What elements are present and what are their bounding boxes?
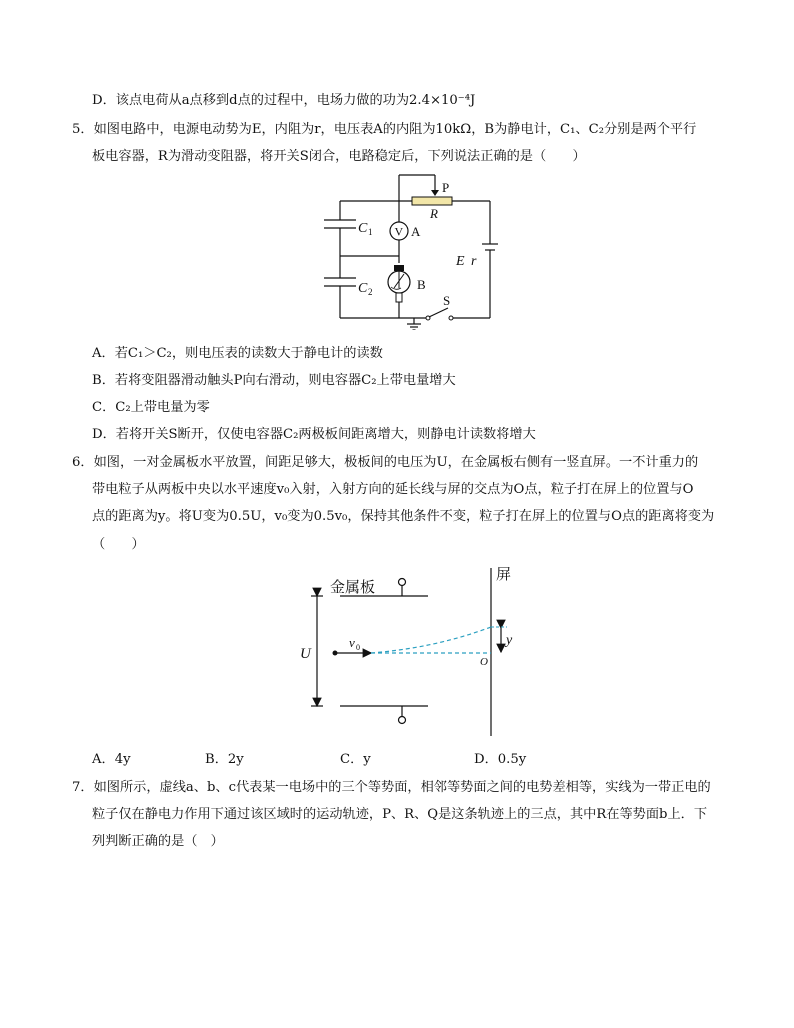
q6-stem-line4: （ ） [92,537,145,552]
label-C1: C [358,221,368,236]
label-V: V [394,224,404,239]
q6-stem-line3: 点的距离为y。将U变为0.5U，v₀变为0.5v₀，保持其他条件不变，粒子打在屏上的位置与O点的距离将变为 [92,509,715,524]
q6-option-d: D．0.5y [474,752,527,767]
q5-stem-line2: 板电容器，R为滑动变阻器，将开关S闭合，电路稳定后，下列说法正确的是（ ） [92,149,586,164]
q6-option-b: B．2y [205,752,244,767]
label-v0-sub: 0 [356,643,360,652]
label-O: O [480,656,488,668]
q4-option-d: D．该点电荷从a点移到d点的过程中，电场力做的功为2.4×10⁻⁴J [92,93,476,108]
label-C2-sub: 2 [368,287,373,297]
q5-option-b: B．若将变阻器滑动触头P向右滑动，则电容器C₂上带电量增大 [92,373,456,388]
q5-option-a: A．若C₁＞C₂，则电压表的读数大于静电计的读数 [92,346,383,361]
q5-stem-line1: 5．如图电路中，电源电动势为E，内阻为r，电压表A的内阻为10kΩ，B为静电计，C₁、C₂分别是两个平行 [72,122,697,137]
label-B: B [417,277,426,292]
q7-stem-line1: 7．如图所示，虚线a、b、c代表某一电场中的三个等势面，相邻等势面之间的电势差相等，实线为一带正电的 [72,780,711,795]
label-S: S [443,293,451,308]
label-C2: C [358,281,368,296]
label-R: R [430,206,438,221]
q7-stem-line2: 粒子仅在静电力作用下通过该区域时的运动轨迹，P、R、Q是这条轨迹上的三点，其中R在等势面b上．下 [92,807,708,822]
q6-option-a: A．4y [92,752,131,767]
label-metal-plate: 金属板 [330,580,376,596]
q6-deflection-diagram [295,560,535,740]
label-P: P [442,180,450,195]
q6-stem-line2: 带电粒子从两板中央以水平速度v₀入射，入射方向的延长线与屏的交点为O点，粒子打在屏上的位置与O [92,482,694,497]
label-U: U [300,646,311,662]
label-r: r [471,254,477,269]
label-v0: v [349,635,355,650]
q7-stem-line3: 列判断正确的是（ ） [92,834,224,849]
q5-option-d: D．若将开关S断开，仅使电容器C₂两极板间距离增大，则静电计读数将增大 [92,427,536,442]
label-y: y [506,633,513,648]
label-E: E [456,254,465,269]
label-C1-sub: 1 [368,227,373,237]
q6-option-c: C．y [340,752,371,767]
label-screen: 屏 [496,567,512,583]
label-A: A [411,224,421,239]
q5-option-c: C．C₂上带电量为零 [92,400,210,415]
q6-stem-line1: 6．如图，一对金属板水平放置，间距足够大，极板间的电压为U，在金属板右侧有一竖直屏。一不计重力的 [72,455,699,470]
q5-circuit-diagram [310,170,510,330]
